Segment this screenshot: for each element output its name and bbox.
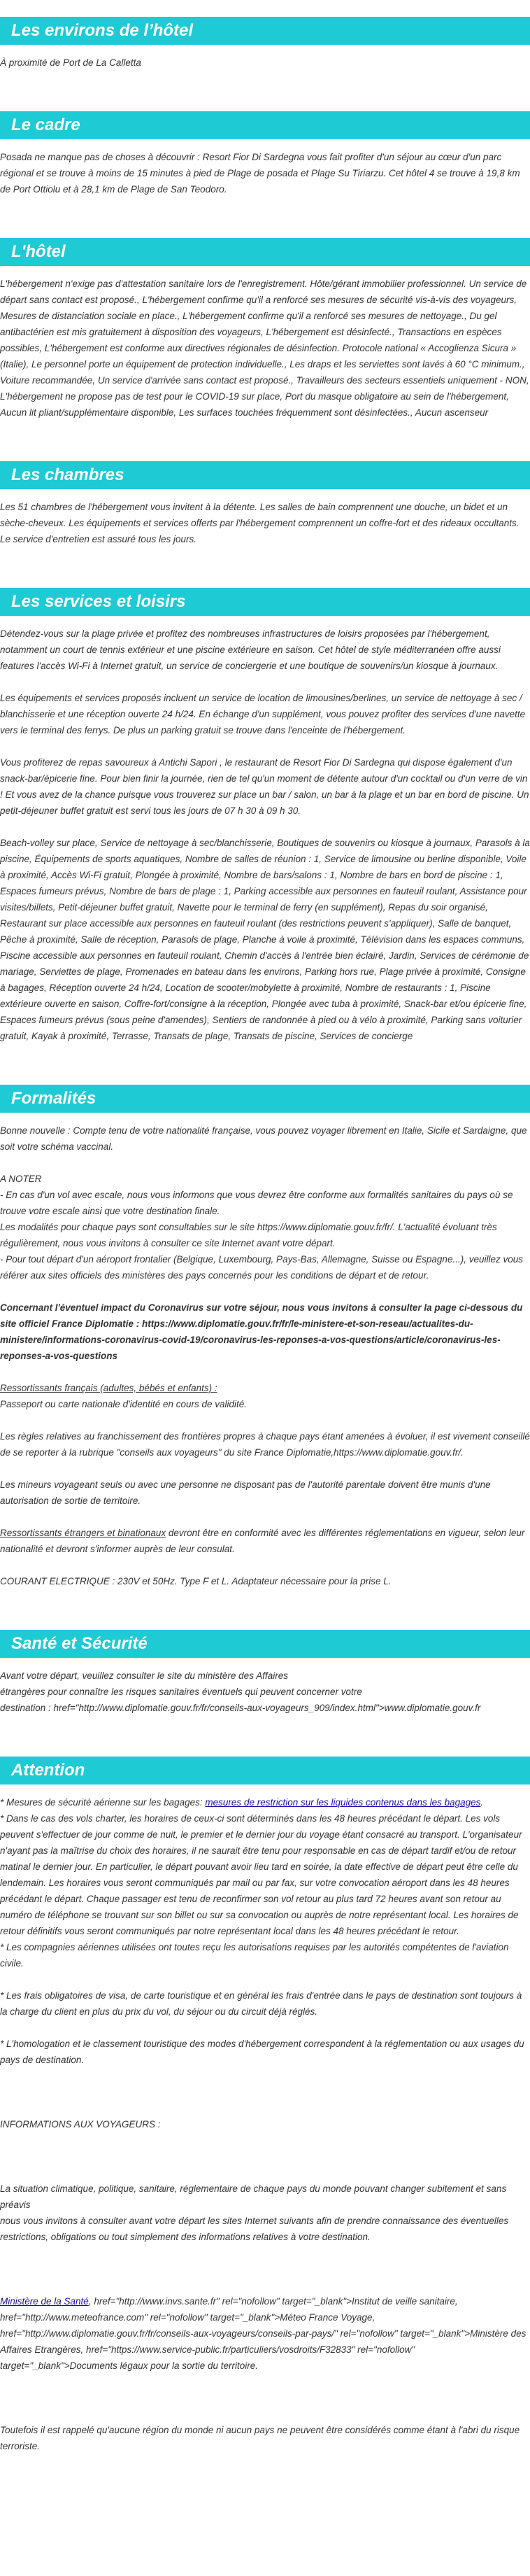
- section-body-services: [0, 616, 530, 1044]
- attention-bagages-prefix: * Mesures de sécurité aérienne sur les bagages:: [0, 1797, 206, 1808]
- hotel-text: L'hébergement n'exige pas d'attestation sanitaire lors de l'enregistrement. Hôte/gérant immobilier professionnel. Un service de départ sans contact est proposé., L'hébergement confirme qu'il a renforcé ses mesures de sécurité vis-à-vis des voyageurs, Mesures de distanciation sociale en place., L'hébergement confirme qu'il a renforcé ses mesures de nettoyage., Du gel antibactérien est mis gratuitement à disposition des voyageurs, L'hébergement est désinfecté., Transactions en espèces possibles, L'hébergement est conforme aux directives régionales de désinfection. Protocole national « Accoglienza Sicura » (Italie), Le personnel porte un équipement de protection individuelle., Les draps et les serviettes sont lavés à 60 °C minimum., Voiture recommandée, Un service d'arrivée sans contact est proposé., Travailleurs des secteurs essentiels uniquement - NON, L'hébergement ne propose pas de test pour le COVID-19 sur place, Port du masque obligatoire au sein de l'hébergement, Aucun lit pliant/supplémentaire disponible, Les surfaces touchées fréquemment sont désinfectées., Aucun ascenseur: [0, 279, 529, 418]
- spacer: [0, 2084, 530, 2116]
- attention-homologation: * L'homologation et le classement touristique des modes d'hébergement correspondent à la réglementation ou aux usages du pays de destination.: [0, 2039, 524, 2065]
- formalites-note: A NOTER - En cas d'un vol avec escale, nous vous informons que vous devrez être conforme aux formalités sanitaires du pays où se trouve votre escale ainsi que votre destination finale. Les modalités pour chaque pays sont consultables sur le site https://www.diplomatie.gouv.fr/fr/. L'actualité évoluant très régulièrement, nous vous invitons à consulter ce site Internet avant votre départ. - Pour tout départ d'un aéroport frontalier (Belgique, Luxembourg, Pays-Bas, Allemagne, Suisse ou Espagne...), veuillez vous référer aux sites officiels des ministères des pays concernés pour les conditions de départ et de retour.: [0, 1174, 523, 1281]
- attention-terrorisme: Toutefois il est rappelé qu'aucune région du monde ni aucun pays ne peuvent être considérés comme étant à l'abri du risque terroriste.: [0, 2425, 520, 2451]
- chambres-text: Les 51 chambres de l'hébergement vous invitent à la détente. Les salles de bain comprennent une douche, un bidet et un sèche-cheveux. Les équipements et services offerts par l'hébergement comprennent un coffre-fort et des rideaux occultants. Le service d'entretien est assuré tous les jours.: [0, 502, 520, 544]
- sante-text: Avant votre départ, veuillez consulter le site du ministère des Affaires étrangères pour connaître les risques sanitaires éventuels qui peuvent concerner votre destination : href="http://www.diplomatie.gouv.fr/fr/conseils-aux-voyageurs_909/index.html">www.diplomatie.gouv.fr: [0, 1670, 481, 1713]
- attention-liens: [0, 2293, 530, 2374]
- formalites-courant: COURANT ELECTRIQUE : 230V et 50Hz. Type F et L. Adaptateur nécessaire pour la prise L.: [0, 1576, 392, 1586]
- section-heading-environs: Les environs de l’hôtel: [0, 17, 530, 45]
- ministere-sante-link[interactable]: Ministère de la Santé: [0, 2296, 89, 2307]
- formalites-mineurs: Les mineurs voyageant seuls ou avec une personne ne disposant pas de l'autorité parentale doivent être munis d'une autorisation de sortie de territoire.: [0, 1479, 491, 1506]
- section-body-chambres: [0, 489, 530, 547]
- formalites-good-news: Bonne nouvelle : Compte tenu de votre nationalité française, vous pouvez voyager librement en Italie, Sicile et Sardaigne, que soit votre schéma vaccinal.: [0, 1125, 527, 1152]
- section-body-cadre: [0, 139, 530, 197]
- section-heading-attention: Attention: [0, 1757, 530, 1785]
- section-heading-formalites: Formalités: [0, 1085, 530, 1113]
- formalites-ressortissants-francais: [0, 1380, 530, 1412]
- ressortissants-francais-text: Passeport ou carte nationale d'identité en cours de validité.: [0, 1399, 248, 1409]
- spacer: [0, 2261, 530, 2293]
- attention-informations-heading: INFORMATIONS AUX VOYAGEURS :: [0, 2119, 161, 2130]
- section-environs: [0, 17, 530, 71]
- services-paragraph: Beach-volley sur place, Service de nettoyage à sec/blanchisserie, Boutiques de souvenirs ou kiosque à journaux, Parasols à la piscine, Équipements de sports aquatiques, Nombre de salles de réunion : 1, Service de limousine ou berline disponible, Voile à proximité, Accès Wi-Fi gratuit, Plongée à proximité, Nombre de bars/salons : 1, Nombre de bars en bord de piscine : 1, Espaces fumeurs prévus, Nombre de bars de plage : 1, Parking accessible aux personnes en fauteuil roulant, Assistance pour visites/billets, Petit-déjeuner buffet gratuit, Navette pour le terminal de ferry (en supplément), Repas du soir organisé, Restaurant sur place accessible aux personnes en fauteuil roulant (des restrictions peuvent s'appliquer), Salle de banquet, Pêche à proximité, Salle de réception, Parasols de plage, Planche à voile à proximité, Télévision dans les espaces communs, Piscine accessible aux personnes en fauteuil roulant, Chemin d'accès à l'entrée bien éclairé, Jardin, Services de cérémonie de mariage, Serviettes de plage, Promenades en bateau dans les environs, Parking hors rue, Plage privée à proximité, Consigne à bagages, Réception ouverte 24 h/24, Location de scooter/mobylette à proximité, Nombre de restaurants : 1, Piscine extérieure ouverte en saison, Coffre-fort/consigne à la réception, Plongée avec tuba à proximité, Snack-bar et/ou épicerie fine, Espaces fumeurs prévus (sous peine d'amendes), Sentiers de randonnée à pied ou à vélo à proximité, Parking sans voiturier gratuit, Kayak à proximité, Terrasse, Transats de plage, Transats de piscine, Services de concierge: [0, 838, 530, 1041]
- ressortissants-francais-heading: Ressortissants français (adultes, bébés et enfants) :: [0, 1383, 217, 1393]
- liquides-restriction-link[interactable]: mesures de restriction sur les liquides contenus dans les bagages: [205, 1797, 481, 1808]
- services-paragraph: Détendez-vous sur la plage privée et profitez des nombreuses infrastructures de loisirs proposées par l'hébergement, notamment un court de tennis extérieur et une piscine extérieure en saison. Cet hôtel de style méditerranéen offre aussi features l'accès Wi-Fi à Internet gratuit, un service de conciergerie et une boutique de souvenirs/un kiosque à journaux.: [0, 628, 501, 671]
- section-hotel: [0, 238, 530, 421]
- spacer: [0, 2390, 530, 2422]
- services-paragraph: Vous profiterez de repas savoureux à Antichi Sapori , le restaurant de Resort Fior Di Sardegna qui dispose également d'un snack-bar/épicerie fine. Pour bien finir la journée, rien de tel qu'un moment de détente autour d'un cocktail ou d'un verre de vin ! Et vous avez de la chance puisque vous trouverez sur place un bar / salon, un bar à la plage et un bar en bord de piscine. Un petit-déjeuner buffet gratuit est servi tous les jours de 07 h 30 à 09 h 30.: [0, 757, 529, 816]
- section-body-sante: [0, 1658, 530, 1716]
- section-chambres: [0, 461, 530, 547]
- environs-text: À proximité de Port de La Calletta: [0, 57, 141, 68]
- section-sante: [0, 1630, 530, 1716]
- section-heading-services: Les services et loisirs: [0, 588, 530, 616]
- section-heading-hotel: L'hôtel: [0, 238, 530, 266]
- section-attention: [0, 1757, 530, 2454]
- section-heading-cadre: Le cadre: [0, 111, 530, 139]
- section-heading-sante: Santé et Sécurité: [0, 1630, 530, 1658]
- etrangers-heading: Ressortissants étrangers et binationaux: [0, 1528, 166, 1538]
- attention-bagages: [0, 1794, 530, 1810]
- attention-compagnies: * Les compagnies aériennes utilisées ont toutes reçu les autorisations requises par les autorités compétentes de l'aviation civile.: [0, 1942, 509, 1969]
- spacer: [0, 2148, 530, 2181]
- attention-liens-text: , href="http://www.invs.sante.fr" rel="nofollow" target="_blank">Institut de veille sanitaire, href="http://www.meteofrance.com" rel="nofollow" target="_blank">Méteo France Voyage, href="http://www.diplomatie.gouv.fr/fr/conseils-aux-voyageurs/conseils-par-pays/" rel="nofollow" target="_blank">Ministère des Affaires Etrangères, href="https://www.service-public.fr/particuliers/vosdroits/F32833" rel="nofollow" target="_blank">Documents légaux pour la sortie du territoire.: [0, 2296, 527, 2371]
- attention-charter: * Dans le cas des vols charter, les horaires de ceux-ci sont déterminés dans les 48 heures précédant le départ. Les vols peuvent s'effectuer de jour comme de nuit, le premier et le dernier jour du voyage étant consacré au transport. L'organisateur n'ayant pas la maîtrise du choix des horaires, il ne saurait être tenu pour responsable en cas de départ tardif et/ou de retour matinal le dernier jour. En particulier, le départ pouvant avoir lieu tard en soirée, la date effective de départ peut être celle du lendemain. Les horaires vous seront communiqués par mail ou par fax, sur votre convocation aéroport dans les 48 heures précédant le départ. Chaque passager est tenu de reconfirmer son vol retour au plus tard 72 heures avant son retour au numéro de téléphone se trouvant sur son billet ou sur sa convocation ou auprès de notre représentant local. Les horaires de retour définitifs vous seront communiqués par notre représentant local dans les 48 heures précédant le retour.: [0, 1813, 522, 1936]
- formalites-frontieres: Les règles relatives au franchissement des frontières propres à chaque pays étant amenées à évoluer, il est vivement conseillé de se reporter à la rubrique "conseils aux voyageurs" du site France Diplomatie,https://www.diplomatie.gouv.fr/.: [0, 1431, 530, 1458]
- section-formalites: [0, 1085, 530, 1589]
- formalites-etrangers: [0, 1525, 530, 1557]
- cadre-text: Posada ne manque pas de choses à découvrir : Resort Fior Di Sardegna vous fait profiter d'un séjour au cœur d'un parc régional et se trouve à moins de 15 minutes à pied de Plage de posada et Plage Su Tiriarzu. Cet hôtel 4 se trouve à 19,8 km de Port Ottiolu et à 28,1 km de Plage de San Teodoro.: [0, 152, 520, 195]
- section-body-hotel: [0, 266, 530, 421]
- attention-situation: La situation climatique, politique, sanitaire, réglementaire de chaque pays du monde pouvant changer subitement et sans préavis nous vous invitons à consulter avant votre départ les sites Internet suivants afin de prendre connaissance des éventuelles restrictions, obligations ou tout simplement des informations relatives à votre destination.: [0, 2183, 509, 2242]
- section-services: [0, 588, 530, 1044]
- formalites-coronavirus: Concernant l'éventuel impact du Coronavirus sur votre séjour, nous vous invitons à consulter la page ci-dessous du site officiel France Diplomatie : https://www.diplomatie.gouv.fr/fr/le-ministere-et-son-reseau/actualites-du-ministere/informations-coronavirus-covid-19/coronavirus-les-reponses-a-vos-questions/article/coronavirus-les-reponses-a-vos-questions: [0, 1302, 523, 1361]
- services-paragraph: Les équipements et services proposés incluent un service de location de limousines/berlines, un service de nettoyage à sec / blanchisserie et une réception ouverte 24 h/24. En échange d'un supplément, vous pouvez profiter des services d'une navette vers le terminal des ferrys. De plus un parking gratuit se trouve dans l'enceinte de l'hébergement.: [0, 693, 526, 736]
- attention-frais: * Les frais obligatoires de visa, de carte touristique et en général les frais d'entrée dans le pays de destination sont toujours à la charge du client en plus du prix du vol, du séjour ou du circuit déjà réglés.: [0, 1990, 522, 2017]
- section-cadre: [0, 111, 530, 197]
- section-body-environs: [0, 45, 530, 71]
- attention-bagages-suffix: .: [480, 1797, 484, 1808]
- section-heading-chambres: Les chambres: [0, 461, 530, 489]
- section-body-attention: [0, 1785, 530, 2454]
- etrangers-text: devront être en conformité avec les différentes réglementations en vigueur, selon leur nationalité et devront s'informer auprès de leur consulat.: [0, 1528, 525, 1554]
- section-body-formalites: [0, 1113, 530, 1589]
